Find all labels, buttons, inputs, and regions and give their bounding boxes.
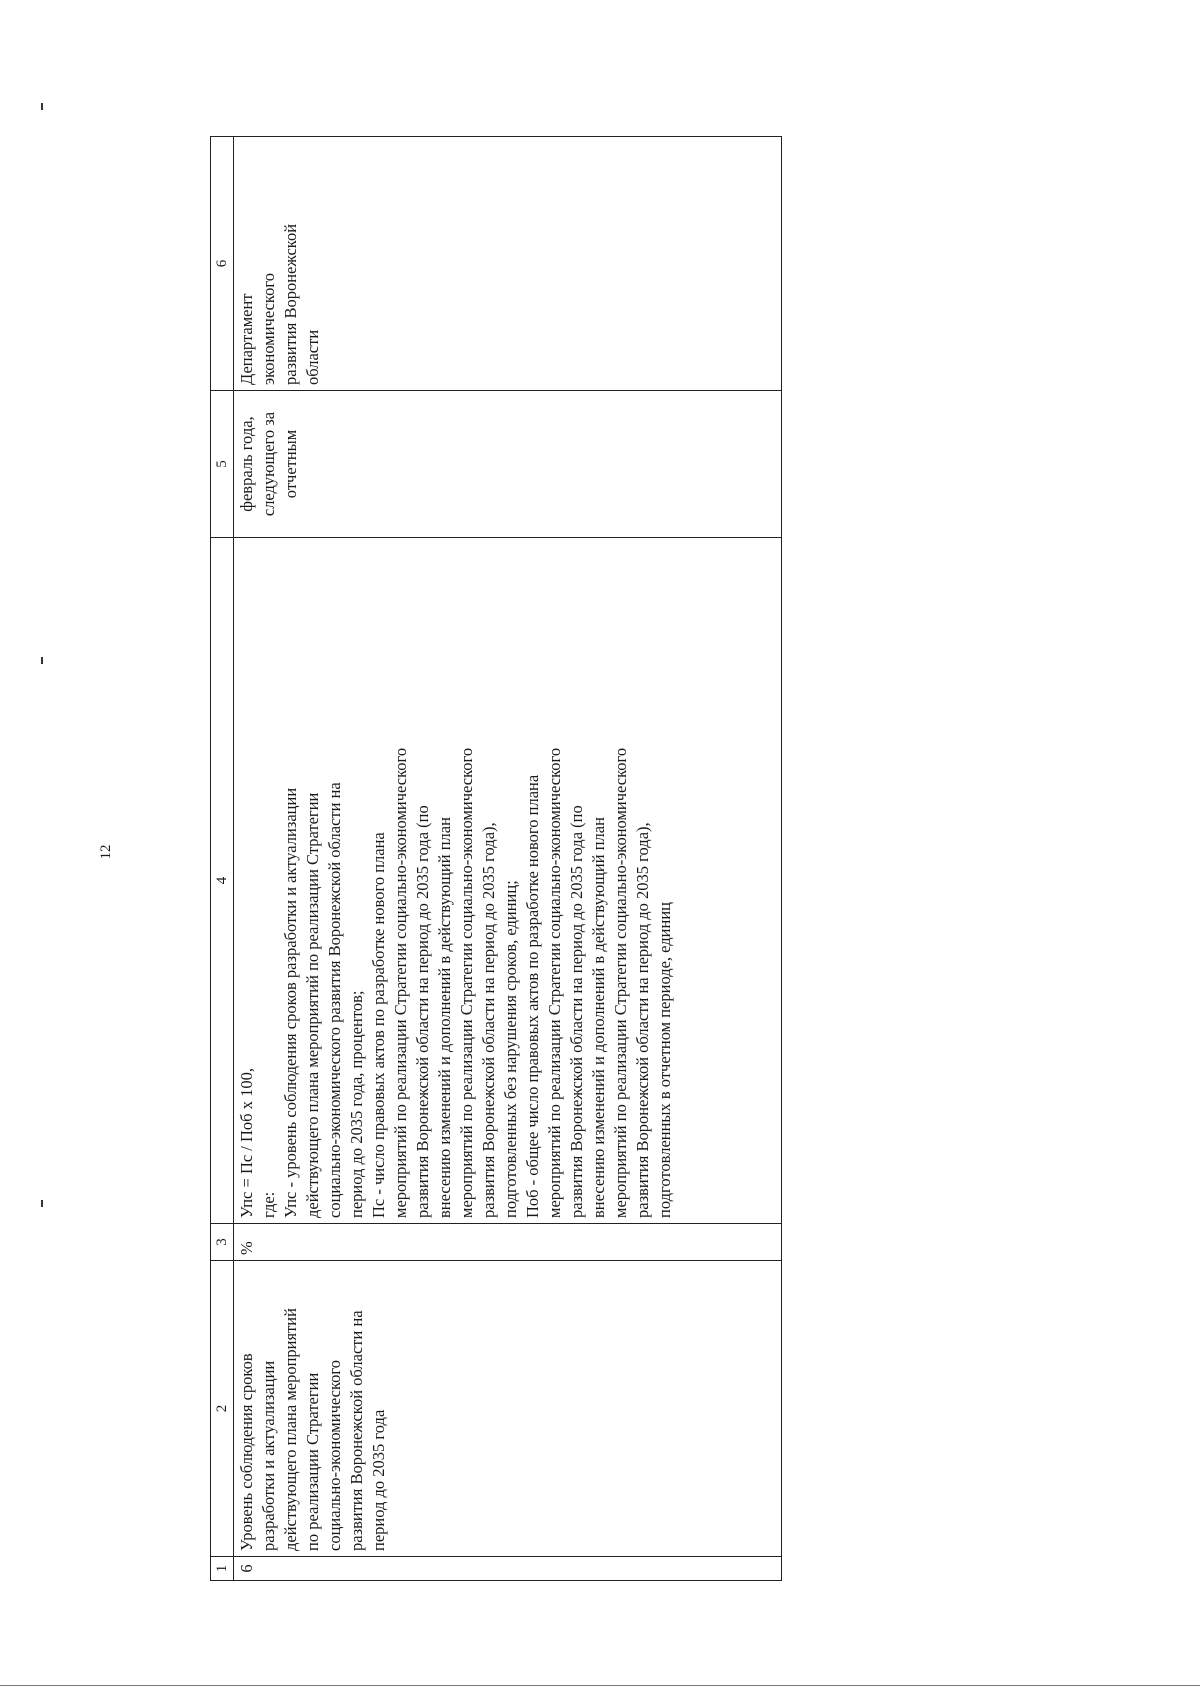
formula-line: мероприятий по реализации Стратегии социально-экономического xyxy=(611,747,631,1218)
indicator-name-cell xyxy=(234,1261,782,1557)
deadline-line: отчетным xyxy=(281,429,301,499)
formula-line: Упс - уровень соблюдения сроков разработки и актуализации xyxy=(281,787,301,1218)
formula-line: подготовленных без нарушения сроков, единиц; xyxy=(501,880,521,1218)
indicator-name-line: развития Воронежской области на xyxy=(347,1310,367,1551)
indicator-name-line: период до 2035 года xyxy=(369,1409,389,1551)
header-col-3: 3 xyxy=(211,1224,234,1261)
formula-cell xyxy=(234,538,782,1224)
deadline-line: следующего за xyxy=(259,411,279,517)
deadline-cell xyxy=(234,391,782,538)
indicator-name-line: по реализации Стратегии xyxy=(303,1372,323,1551)
header-col-6: 6 xyxy=(211,137,234,391)
scan-mark xyxy=(41,103,43,110)
responsible-line: развития Воронежской xyxy=(281,223,301,385)
formula-line: Упс = Пс / Поб x 100, xyxy=(237,1068,257,1218)
page-number: 12 xyxy=(98,844,114,860)
formula-line: социально-экономического развития Воронежской области на xyxy=(325,782,345,1218)
rotated-table-container xyxy=(210,137,782,1581)
table-row xyxy=(234,137,782,1581)
header-col-4: 4 xyxy=(211,538,234,1224)
formula-line: период до 2035 года, процентов; xyxy=(347,990,367,1218)
formula-line: подготовленных в отчетном периоде, единиц xyxy=(655,901,675,1218)
header-col-2: 2 xyxy=(211,1261,234,1557)
responsible-line: области xyxy=(303,329,323,385)
indicator-name-line: Уровень соблюдения сроков xyxy=(237,1353,257,1551)
row-number: 6 xyxy=(234,1557,782,1581)
formula-line: внесению изменений и дополнений в действующий план xyxy=(435,817,455,1218)
formula-line: где: xyxy=(259,1191,279,1218)
formula-line: развития Воронежской области на период до 2035 года (по xyxy=(413,805,433,1218)
scan-mark xyxy=(41,657,43,664)
responsible-line: экономического xyxy=(259,273,279,385)
formula-line: Пс - число правовых актов по разработке нового плана xyxy=(369,832,389,1218)
indicator-name-line: действующего плана мероприятий xyxy=(281,1308,301,1551)
formula-line: развития Воронежской области на период до 2035 года), xyxy=(479,822,499,1218)
unit-cell: % xyxy=(234,1224,782,1261)
scan-mark xyxy=(41,1200,43,1207)
formula-line: мероприятий по реализации Стратегии социально-экономического xyxy=(545,747,565,1218)
formula-line: мероприятий по реализации Стратегии социально-экономического xyxy=(391,747,411,1218)
formula-line: действующего плана мероприятий по реализации Стратегии xyxy=(303,792,323,1218)
indicator-table xyxy=(210,136,782,1581)
deadline-line: февраль года, xyxy=(237,416,257,512)
formula-line: Поб - общее число правовых актов по разработке нового плана xyxy=(523,774,543,1218)
formula-line: мероприятий по реализации Стратегии социально-экономического xyxy=(457,747,477,1218)
header-row xyxy=(211,137,234,1581)
responsible-line: Департамент xyxy=(237,293,257,385)
header-col-1: 1 xyxy=(211,1557,234,1581)
indicator-name-line: социально-экономического xyxy=(325,1360,345,1551)
formula-line: развития Воронежской области на период до 2035 года), xyxy=(633,822,653,1218)
formula-line: развития Воронежской области на период до 2035 года (по xyxy=(567,805,587,1218)
header-col-5: 5 xyxy=(211,391,234,538)
indicator-name-line: разработки и актуализации xyxy=(259,1360,279,1551)
responsible-cell xyxy=(234,137,782,391)
bottom-rule xyxy=(0,1685,1200,1686)
formula-line: внесению изменений и дополнений в действующий план xyxy=(589,817,609,1218)
